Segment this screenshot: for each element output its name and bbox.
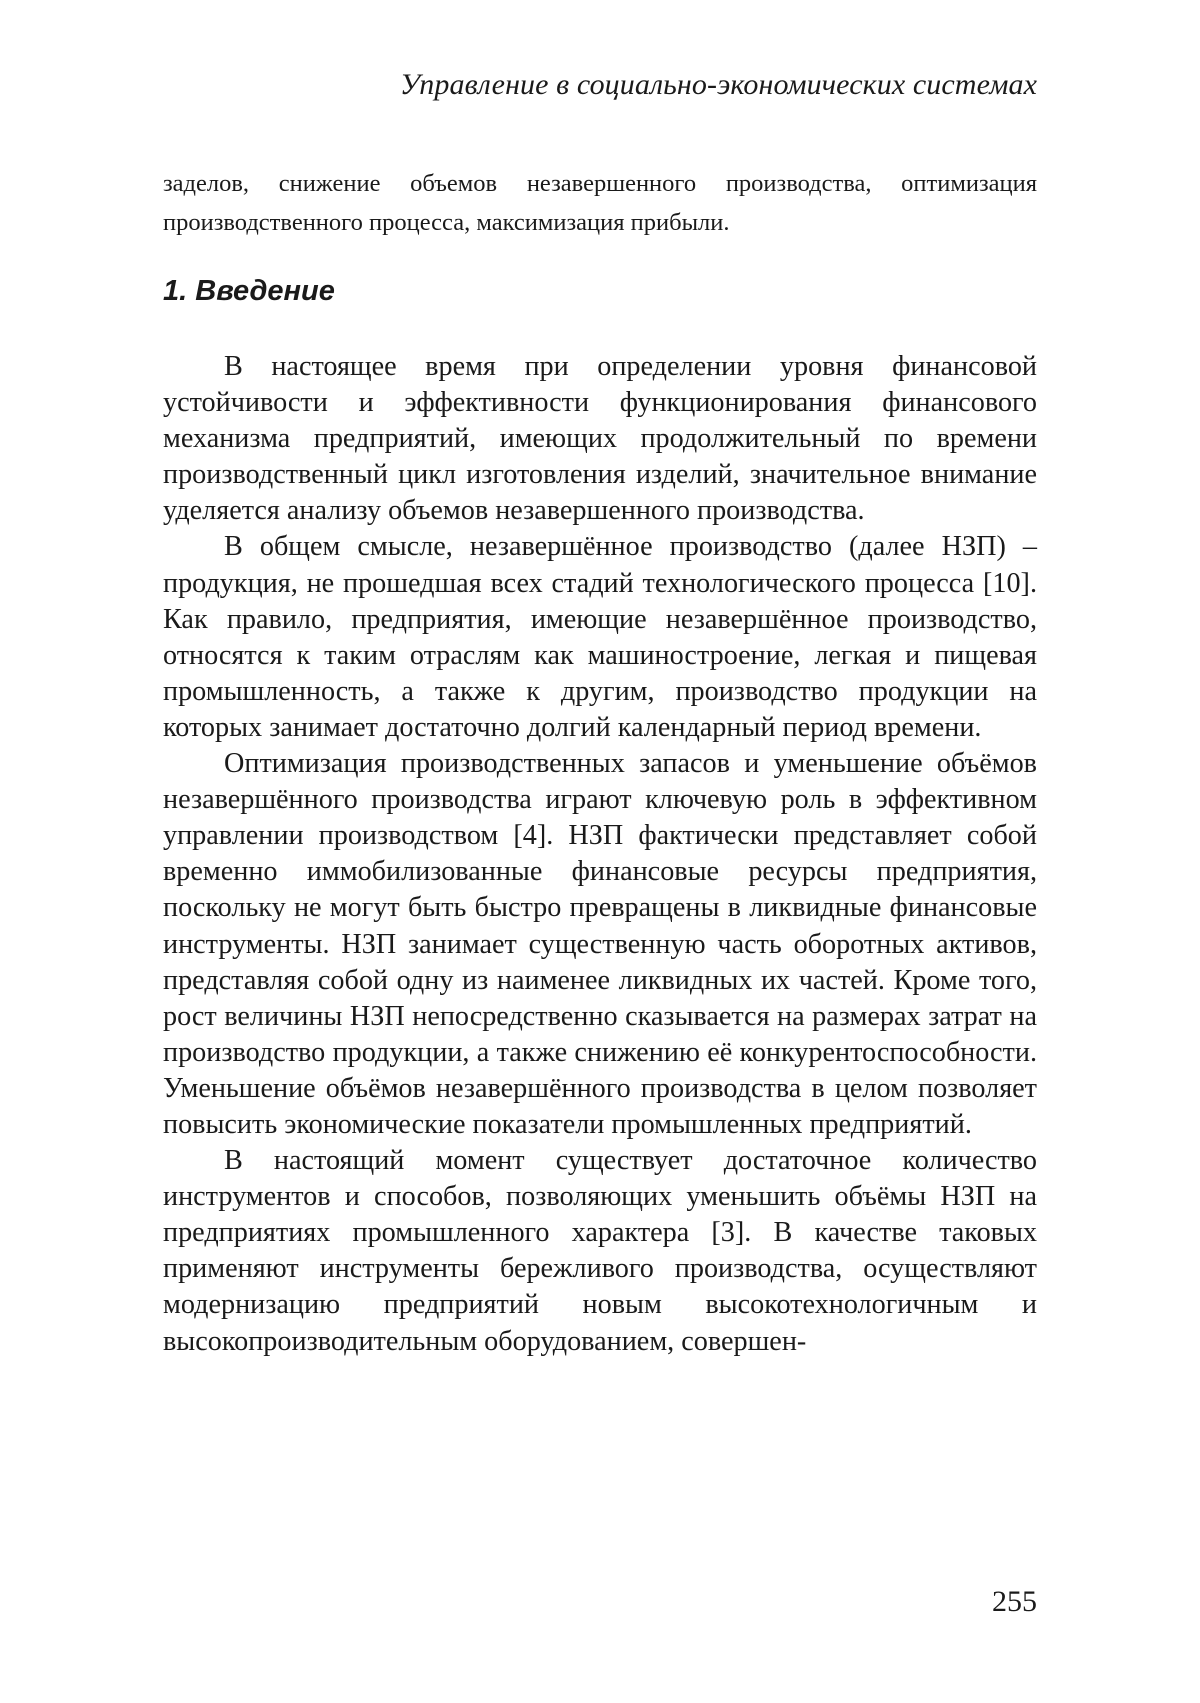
- paragraph: В настоящий момент существует достаточное количество инструментов и способов, позволяющих уменьшить объёмы НЗП на предприятиях промышленного характера [3]. В качестве таковых применяют инструменты бережливого производства, осуществляют модернизацию предприятий новым высокотехнологичным и высокопроизводительным оборудованием, совершен-: [163, 1143, 1037, 1360]
- paragraph: В настоящее время при определении уровня финансовой устойчивости и эффективности функционирования финансового механизма предприятий, имеющих продолжительный по времени производственный цикл изготовления изделий, значительное внимание уделяется анализу объемов незавершенного производства.: [163, 349, 1037, 529]
- paragraph: Оптимизация производственных запасов и уменьшение объёмов незавершённого производства играют ключевую роль в эффективном управлении производством [4]. НЗП фактически представляет собой временно иммобилизованные финансовые ресурсы предприятия, поскольку не могут быть быстро превращены в ликвидные финансовые инструменты. НЗП занимает существенную часть оборотных активов, представляя собой одну из наименее ликвидных их частей. Кроме того, рост величины НЗП непосредственно сказывается на размерах затрат на производство продукции, а также снижению её конкурентоспособности. Уменьшение объёмов незавершённого производства в целом позволяет повысить экономические показатели промышленных предприятий.: [163, 746, 1037, 1143]
- body-text: [163, 349, 1037, 1360]
- section-heading: [163, 271, 1037, 311]
- section-title: Введение: [195, 275, 335, 307]
- page-number: 255: [992, 1585, 1037, 1619]
- abstract-tail: заделов, снижение объемов незавершенного производства, оптимизация производственного процесса, максимизация прибыли.: [163, 164, 1037, 242]
- section-number: 1.: [163, 275, 187, 307]
- page-content: [163, 164, 1037, 1360]
- paragraph: В общем смысле, незавершённое производство (далее НЗП) – продукция, не прошедшая всех стадий технологического процесса [10]. Как правило, предприятия, имеющие незавершённое производство, относятся к таким отраслям как машиностроение, легкая и пищевая промышленность, а также к другим, производство продукции на которых занимает достаточно долгий календарный период времени.: [163, 529, 1037, 746]
- running-header: Управление в социально-экономических системах: [400, 68, 1037, 102]
